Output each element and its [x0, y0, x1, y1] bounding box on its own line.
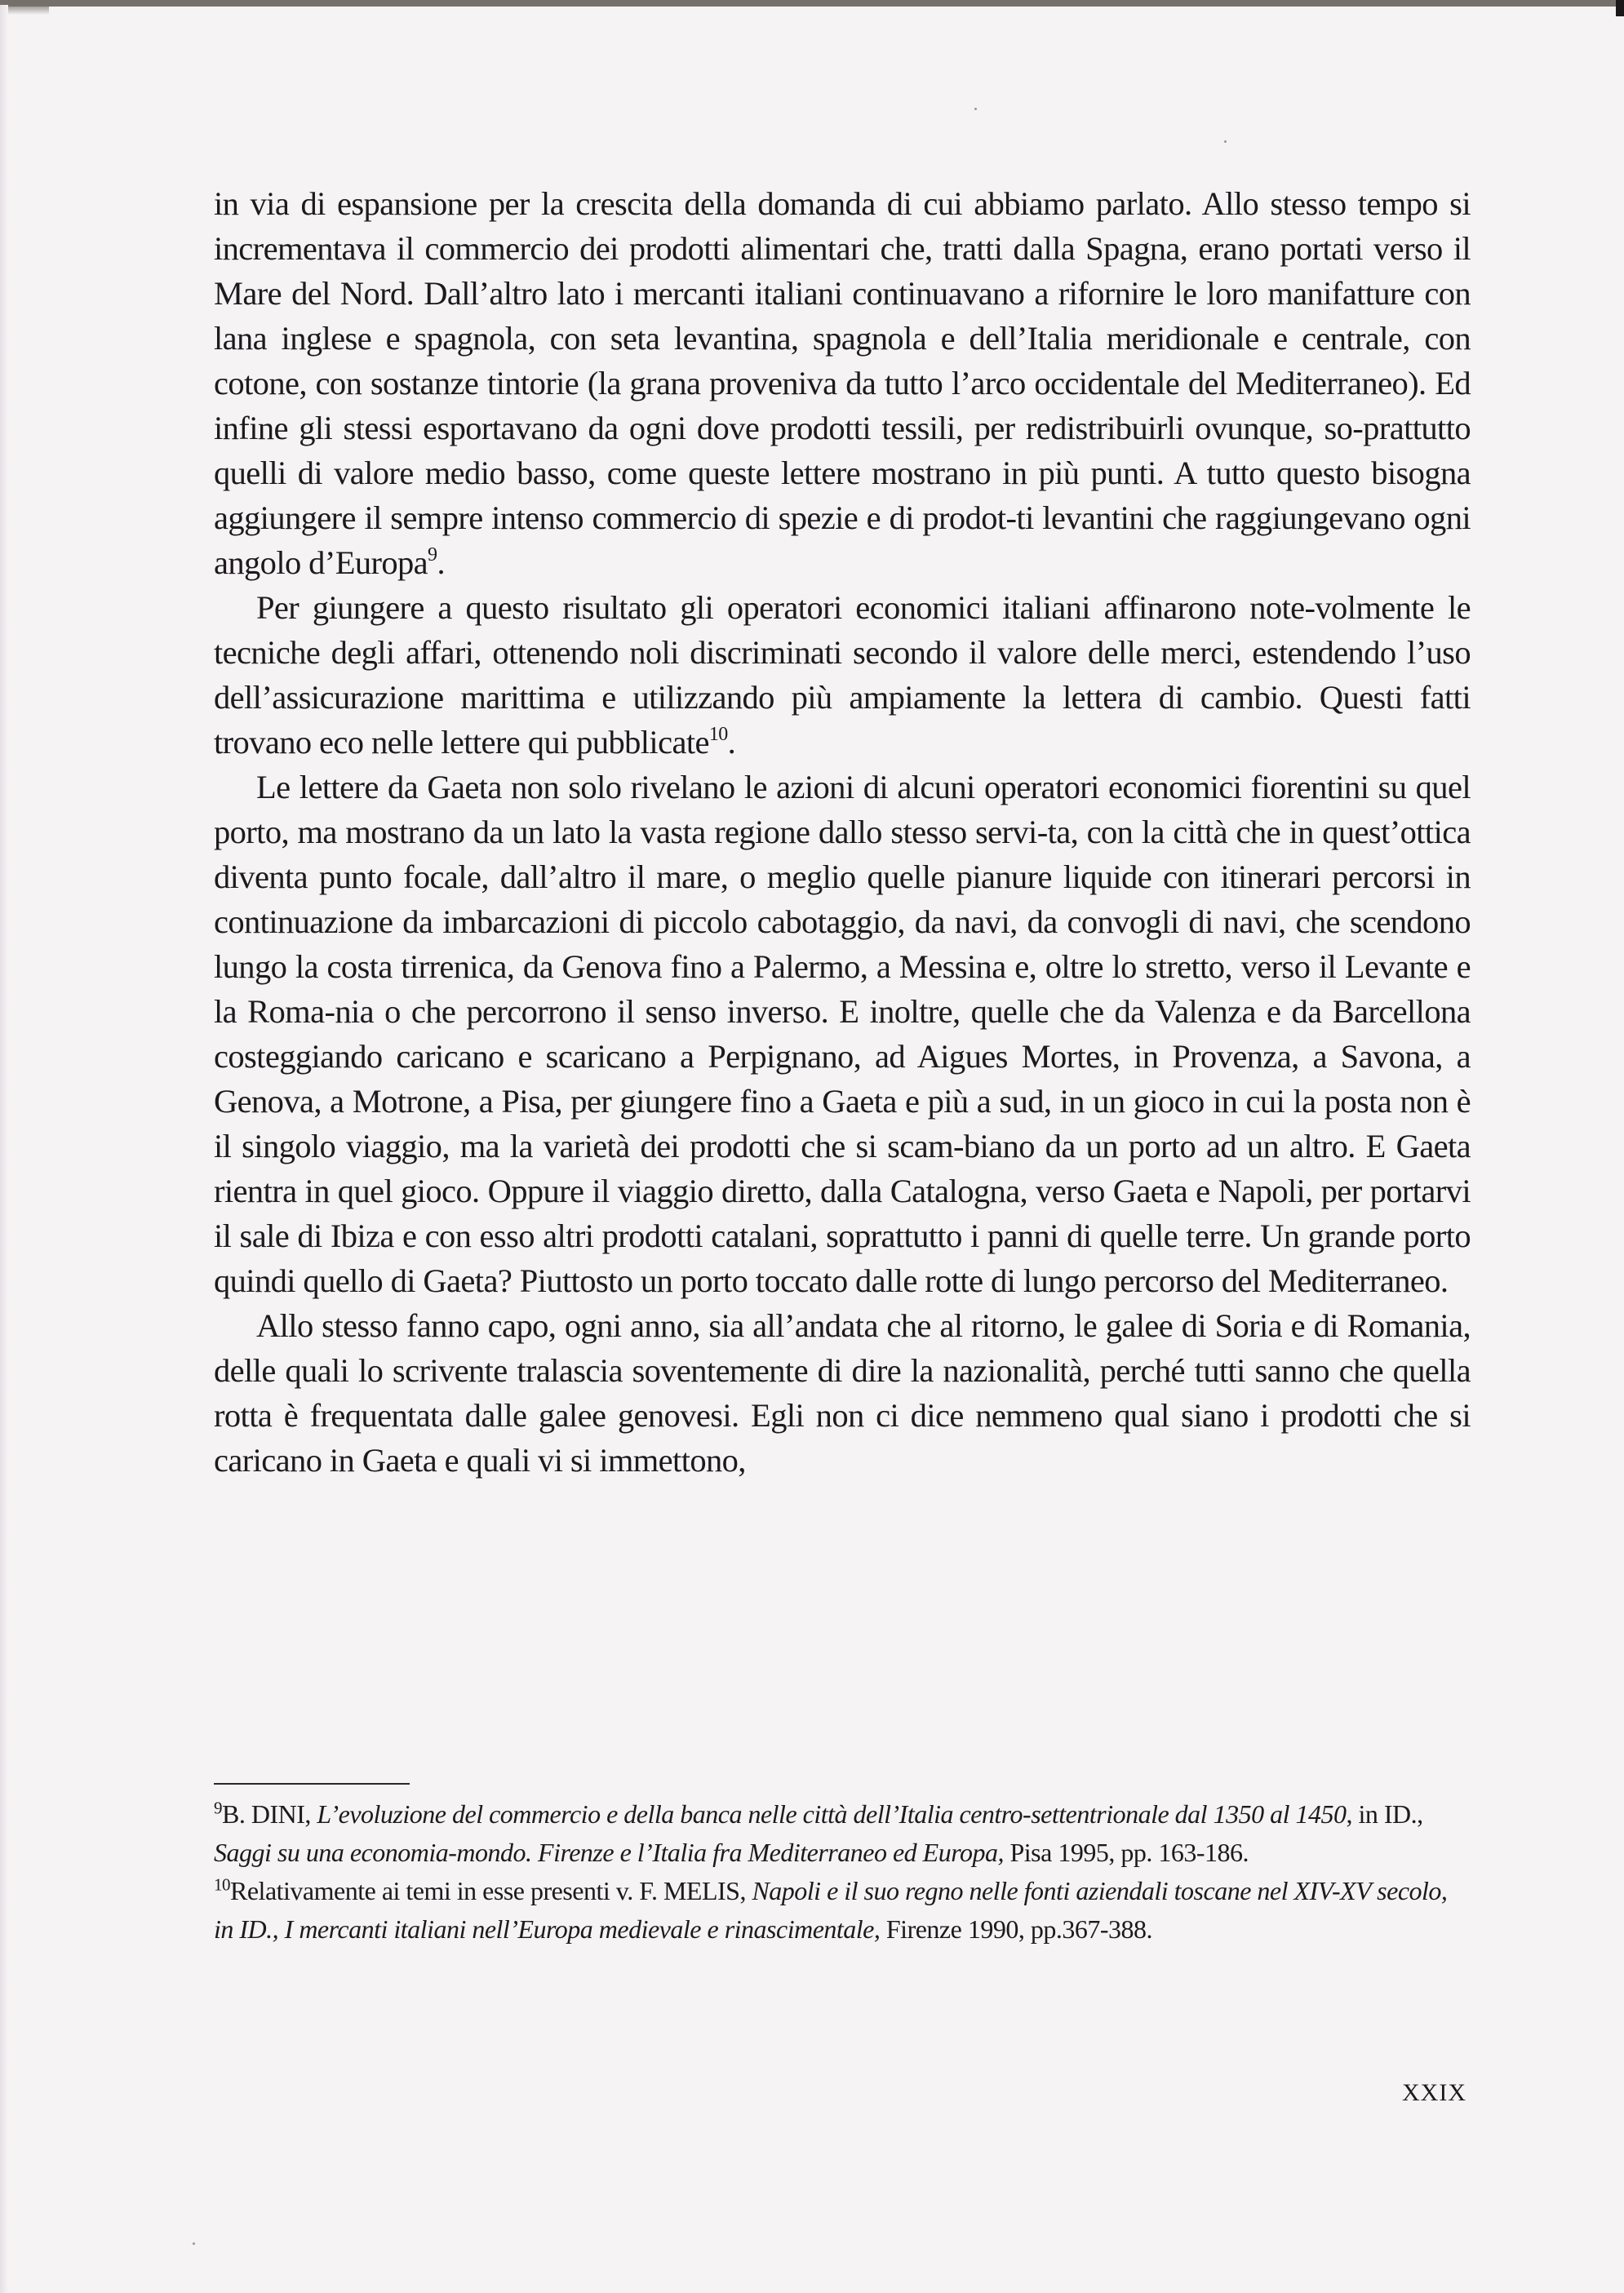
footnote-text: Relativamente ai temi in esse presenti v. F. MELIS, [230, 1876, 752, 1905]
paper-speck [1224, 140, 1227, 143]
footnote-title: Saggi su una economia-mondo. Firenze e l’Italia fra Mediterraneo ed Europa, [214, 1838, 1004, 1867]
paragraph [214, 585, 1471, 765]
footnote-number: 9 [214, 1798, 222, 1818]
body-text [214, 181, 1471, 1483]
footnote-title: Napoli e il suo regno nelle fonti aziendali toscane nel XIV-XV secolo, in ID., I mercanti italiani nell’Europa medievale e rinascimentale, [214, 1876, 1448, 1944]
footnote-number: 10 [214, 1874, 230, 1895]
paragraph-text: Le lettere da Gaeta non solo rivelano le azioni di alcuni operatori economici fiorentini su quel porto, ma mostrano da un lato la vasta regione dallo stesso servi-ta, con la città che in quest’ottica diventa punto focale, dall’altro il mare, o meglio quelle pianure liquide con itinerari percorsi in continuazione da imbarcazioni di piccolo cabotaggio, da navi, da convogli di navi, che scendono lungo la costa tirrenica, da Genova fino a Palermo, a Messina e, oltre lo stretto, verso il Levante e la Roma-nia o che percorrono il senso inverso. E inoltre, quelle che da Valenza e da Barcellona costeggiando caricano e scaricano a Perpignano, ad Aigues Mortes, in Provenza, a Savona, a Genova, a Motrone, a Pisa, per giungere fino a Gaeta e più a sud, in un gioco in cui la posta non è il singolo viaggio, ma la varietà dei prodotti che si scam-biano da un porto ad un altro. E Gaeta rientra in quel gioco. Oppure il viaggio diretto, dalla Catalogna, verso Gaeta e Napoli, per portarvi il sale di Ibiza e con esso altri prodotti catalani, soprattutto i panni di quelle terre. Un grande porto quindi quello di Gaeta? Piuttosto un porto toccato dalle rotte di lungo percorso del Mediterraneo. [214, 769, 1471, 1299]
paragraph-text: . [727, 724, 736, 761]
paragraph-text: Allo stesso fanno capo, ogni anno, sia all’andata che al ritorno, le galee di Soria e di Romania, delle quali lo scrivente tralascia soventemente di dire la nazionalità, perché tutti sanno che quella rotta è frequentata dalle galee genovesi. Egli non ci dice nemmeno qual siano i prodotti che si caricano in Gaeta e quali vi si immettono, [214, 1307, 1471, 1479]
footnote [214, 1795, 1471, 1872]
scan-top-shadow [0, 0, 1624, 7]
paragraph-text: in via di espansione per la crescita della domanda di cui abbiamo parlato. Allo stesso tempo si incrementava il commercio dei prodotti alimentari che, tratti dalla Spagna, erano portati verso il Mare del Nord. Dall’altro lato i mercanti italiani continuavano a rifornire le loro manifatture con lana inglese e spagnola, con seta levantina, spagnola e dell’Italia meridionale e centrale, con cotone, con sostanze tintorie (la grana proveniva da tutto l’arco occidentale del Mediterraneo). Ed infine gli stessi esportavano da ogni dove prodotti tessili, per redistribuirli ovunque, so-prattutto quelli di valore medio basso, come queste lettere mostrano in più punti. A tutto questo bisogna aggiungere il sempre intenso commercio di spezie e di prodot-ti levantini che raggiungevano ogni angolo d’Europa [214, 185, 1471, 581]
footnote-title: L’evoluzione del commercio e della banca nelle città dell’Italia centro-settentrionale dal 1350 al 1450 [317, 1799, 1347, 1829]
scan-corner-shadow [1616, 0, 1624, 16]
footnote-separator [214, 1783, 410, 1785]
footnote-text: B. DINI, [222, 1799, 317, 1829]
footnote [214, 1872, 1471, 1949]
paragraph [214, 1303, 1471, 1483]
footnote-text: , in ID., [1346, 1799, 1423, 1829]
footnotes [214, 1795, 1471, 1949]
footnote-reference[interactable]: 10 [708, 723, 728, 745]
paragraph [214, 181, 1471, 585]
page-gutter-edge [0, 5, 8, 2293]
paper-speck [974, 108, 977, 110]
footnote-reference[interactable]: 9 [428, 543, 437, 565]
paper-speck [193, 2242, 195, 2245]
footnote-text: Pisa 1995, pp. 163-186. [1003, 1838, 1249, 1867]
page-number: XXIX [1402, 2079, 1466, 2106]
paragraph [214, 765, 1471, 1303]
paragraph-text: Per giungere a questo risultato gli operatori economici italiani affinarono note-volmente le tecniche degli affari, ottenendo noli discriminati secondo il valore delle merci, estendendo l’uso dell’assicurazione marittima e utilizzando più ampiamente la lettera di cambio. Questi fatti trovano eco nelle lettere qui pubblicate [214, 589, 1471, 761]
footnote-text: Firenze 1990, pp.367-388. [880, 1914, 1152, 1944]
paragraph-text: . [437, 544, 445, 581]
